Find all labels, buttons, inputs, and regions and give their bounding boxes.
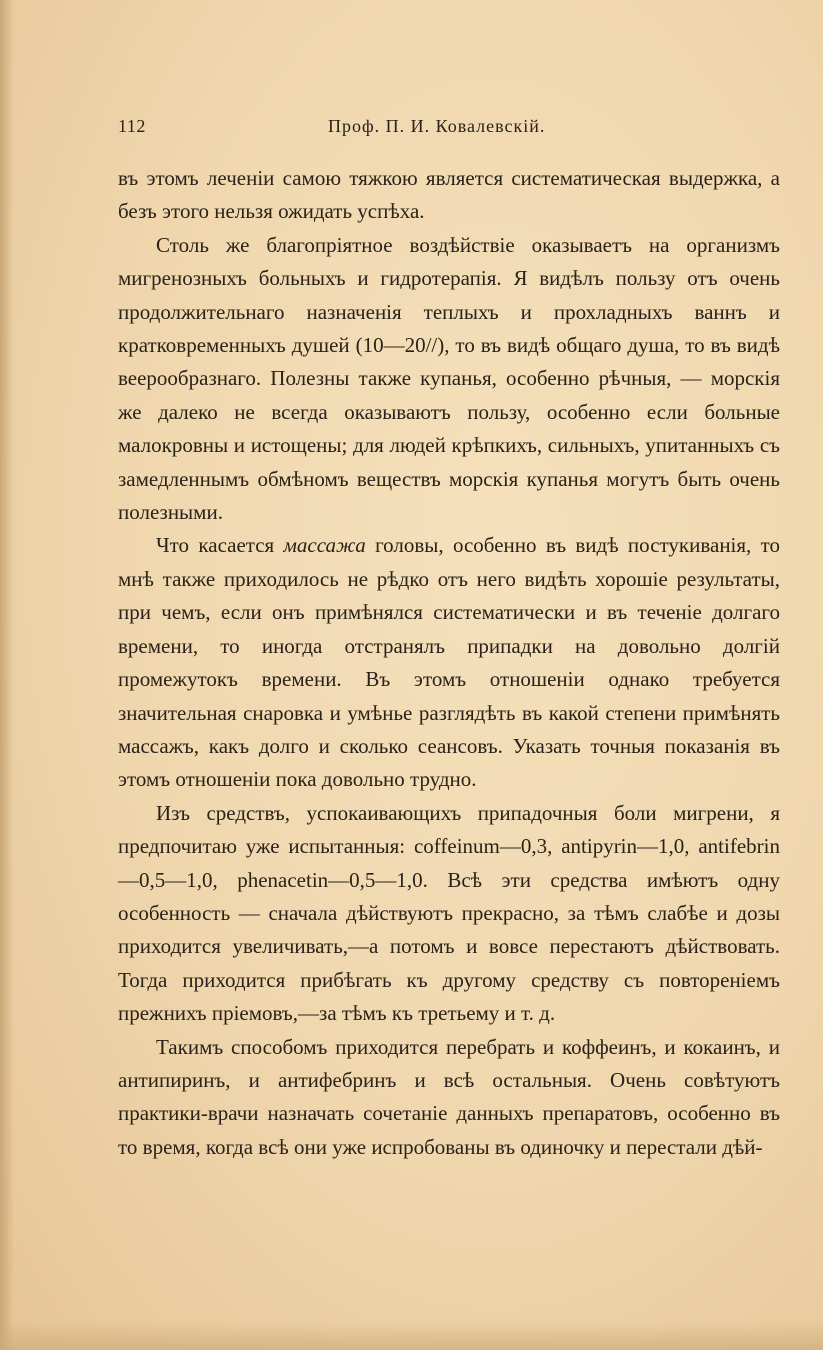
paragraph-combination: Такимъ способомъ приходится перебрать и коффеинъ, и кокаинъ, и антипиринъ, и антифебринъ и всѣ остальныя. Очень совѣтуютъ практики-врачи назначать сочетаніе данныхъ препаратовъ, особенно въ то время, когда всѣ они уже испробованы въ одиночку и перестали дѣй- <box>118 1034 780 1159</box>
paragraph-remedies: Изъ средствъ, успокаивающихъ припадочныя боли мигрени, я предпочитаю уже испытанныя: coffeinum—0,3, antipyrin—1,0, antifebrin—0,5—1,0, phenacetin—0,5—1,0. Всѣ эти средства имѣютъ одну особенность — сначала дѣйствуютъ прекрасно, за тѣмъ слабѣе и дозы приходится увеличивать,—а потомъ и вовсе перестаютъ дѣйствовать. Тогда приходится прибѣгать къ другому средству съ повтореніемъ прежнихъ пріемовъ,—за тѣмъ къ третьему и т. д. <box>118 800 780 1026</box>
body-text <box>118 162 780 1164</box>
paragraph-hydrotherapy: Столь же благопріятное воздѣйствіе оказываетъ на организмъ мигренозныхъ больныхъ и гидротерапія. Я видѣлъ пользу отъ очень продолжительнаго назначенія теплыхъ и прохладныхъ ваннъ и кратковременныхъ душей (10—20//), то въ видѣ общаго душа, то въ видѣ веерообразнаго. Полезны также купанья, особенно рѣчныя, — морскія же далеко не всегда оказываютъ пользу, особенно если больные малокровны и истощены; для людей крѣпкихъ, сильныхъ, упитанныхъ съ замедленнымъ обмѣномъ веществъ морскія купанья могутъ быть очень полезными. <box>118 232 780 525</box>
page-edge-shadow <box>0 0 14 1350</box>
paragraph-massage-rest: головы, особенно въ видѣ постукиванія, то мнѣ также приходилось не рѣдко отъ него видѣть хорошіе результаты, при чемъ, если онъ примѣнялся систематически и въ теченіе долгаго времени, то иногда отстранялъ припадки на довольно долгій промежутокъ времени. Въ этомъ отношеніи однако требуется значительная снаровка и умѣнье разглядѣть въ какой степени примѣнять массажъ, какъ долго и сколько сеансовъ. Указать точныя показанія въ этомъ отношеніи пока довольно трудно. <box>118 533 781 792</box>
running-head: Проф. П. И. Ковалевскій. <box>328 116 546 136</box>
page-bottom-shadow <box>0 1320 823 1350</box>
emphasis-massage: массажа <box>283 533 366 558</box>
paragraph-continued: въ этомъ леченіи самою тяжкою является систематическая выдержка, а безъ этого нельзя ожидать успѣха. <box>118 166 780 224</box>
page-header <box>118 116 780 142</box>
paragraph-massage-start: Что касается <box>156 533 284 558</box>
page-number: 112 <box>118 116 146 136</box>
paragraph-massage <box>118 529 780 796</box>
book-page <box>118 116 780 1164</box>
